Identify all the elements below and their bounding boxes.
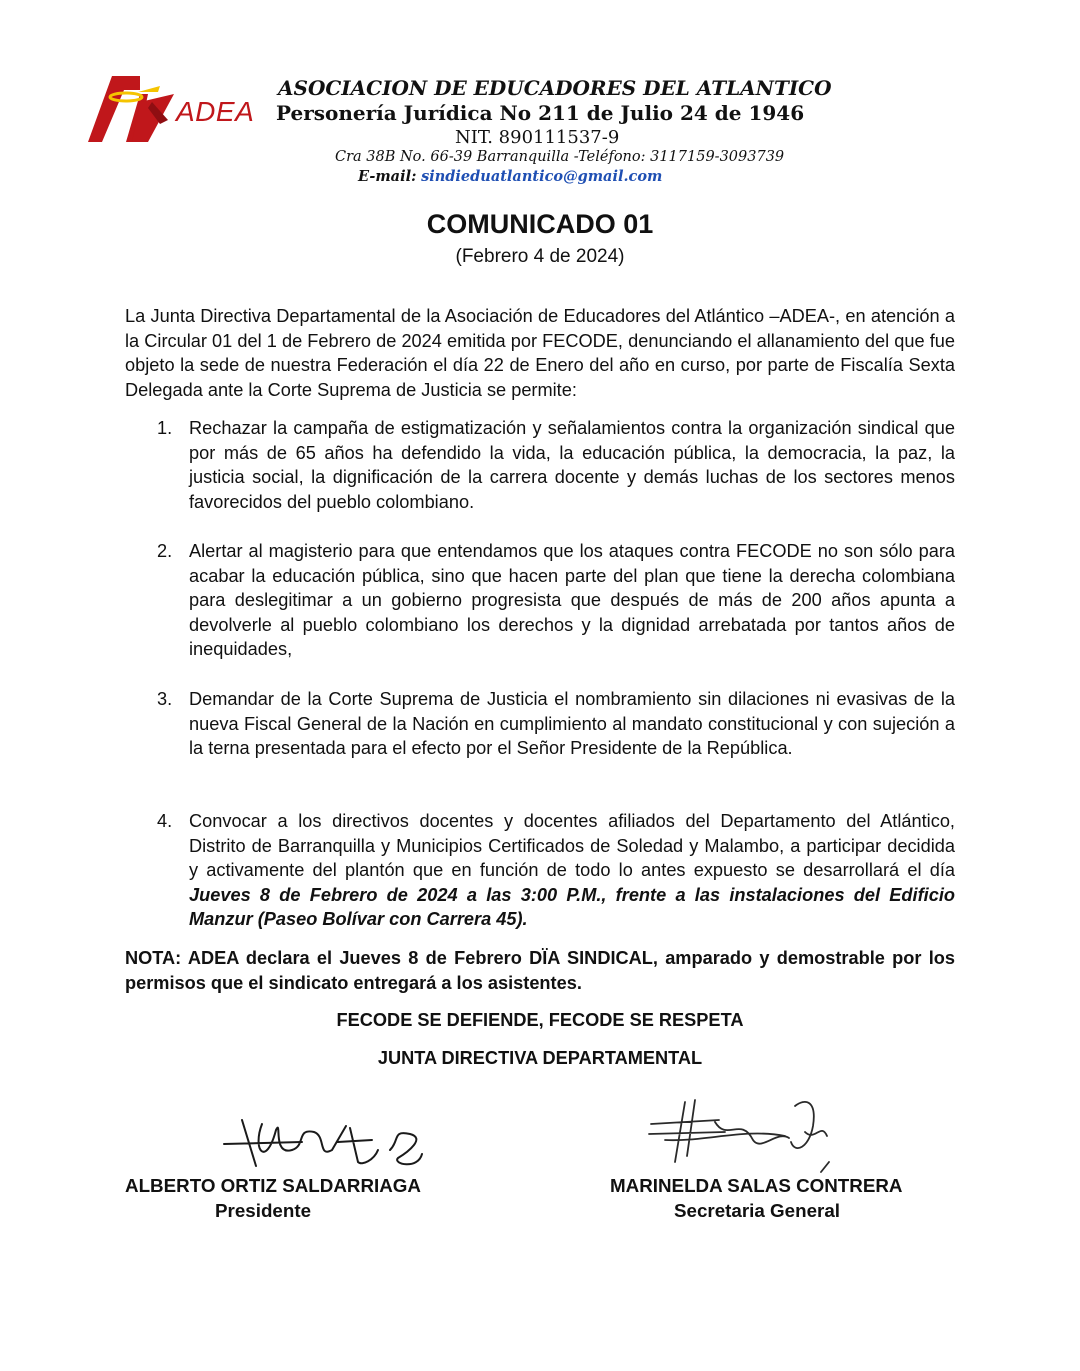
list-item (125, 687, 955, 761)
logo-text: ADEA (176, 96, 255, 127)
letterhead (0, 0, 1080, 200)
secretary-role: Secretaria General (674, 1200, 841, 1221)
list-item-text: Alertar al magisterio para que entendamos que los ataques contra FECODE no son sólo para acabar la educación pública, sino que hacen parte del plan que tiene la derecha colombiana para deslegitimar a un gobierno progresista que después de más de 200 años apunta a devolverle al pueblo colombiano los derechos y la dignidad arrebatada por tantos años de inequidades, (189, 541, 955, 660)
document-title: COMUNICADO 01 (426, 209, 654, 239)
board-name: JUNTA DIRECTIVA DEPARTAMENTAL (377, 1048, 703, 1068)
event-details-emphasis: Jueves 8 de Febrero de 2024 a las 3:00 P.M., frente a las instalaciones del Edificio Manzur (Paseo Bolívar con Carrera 45). (189, 884, 955, 930)
president-role: Presidente (215, 1200, 312, 1221)
president-name: ALBERTO ORTIZ SALDARRIAGA (125, 1175, 421, 1196)
email-link[interactable]: sindieduatlantico@gmail.com (421, 168, 663, 185)
list-item-text: Demandar de la Corte Suprema de Justicia el nombramiento sin dilaciones ni evasivas de la nueva Fiscal General de la Nación en cumplimiento al mandato constitucional y con sujeción a la terna presentada para el efecto por el Señor Presidente de la República. (189, 689, 955, 759)
signature-president-icon (222, 1110, 432, 1172)
document-date: (Febrero 4 de 2024) (455, 246, 625, 267)
email-label: E-mail: (358, 168, 417, 185)
list-item-number: 1. (157, 418, 173, 438)
list-item-text: Rechazar la campaña de estigmatización y señalamientos contra la organización sindical que por más de 65 años ha defendido la vida, la educación pública, la democracia, la paz, la justicia social, la dignificación de la carrera docente y demás luchas de los sectores menos favorecidos del pueblo colombiano. (189, 418, 955, 512)
list-item-number: 3. (157, 689, 173, 709)
note-paragraph: NOTA: ADEA declara el Jueves 8 de Febrero DÏA SINDICAL, amparado y demostrable por los permisos que el sindicato entregará a los asistentes. (125, 948, 955, 993)
nit-number: NIT. 890111537-9 (455, 127, 620, 148)
secretary-name: MARINELDA SALAS CONTRERA (610, 1175, 903, 1196)
slogan: FECODE SE DEFIENDE, FECODE SE RESPETA (336, 1010, 744, 1030)
list-item (125, 809, 955, 932)
numbered-list (125, 539, 955, 662)
list-item-number: 2. (157, 541, 173, 561)
organization-name: ASOCIACION DE EDUCADORES DEL ATLANTICO (278, 76, 832, 100)
legal-status: Personería Jurídica No 211 de Julio 24 de 1946 (276, 101, 805, 125)
numbered-list (125, 809, 955, 932)
numbered-list (125, 416, 955, 514)
numbered-list (125, 687, 955, 761)
list-item-text: Convocar a los directivos docentes y docentes afiliados del Departamento del Atlántico, Distrito de Barranquilla y Municipios Certificados de Soledad y Malambo, a participar decidida y activamente del plantón que en función de todo lo antes expuesto se desarrollará el día (189, 811, 955, 881)
list-item (125, 539, 955, 662)
list-item-number: 4. (157, 811, 173, 831)
intro-paragraph: La Junta Directiva Departamental de la Asociación de Educadores del Atlántico –ADEA-, en atención a la Circular 01 del 1 de Febrero de 2024 emitida por FECODE, denunciando el allanamiento del que fue objeto la sede de nuestra Federación el día 22 de Enero del año en curso, por parte de Fiscalía Sexta Delegada ante la Corte Suprema de Justicia se permite: (125, 306, 955, 400)
email-line (358, 168, 662, 185)
address-line: Cra 38B No. 66-39 Barranquilla -Teléfono: 3117159-3093739 (335, 149, 785, 165)
signature-secretary-icon (645, 1092, 845, 1174)
list-item (125, 416, 955, 514)
